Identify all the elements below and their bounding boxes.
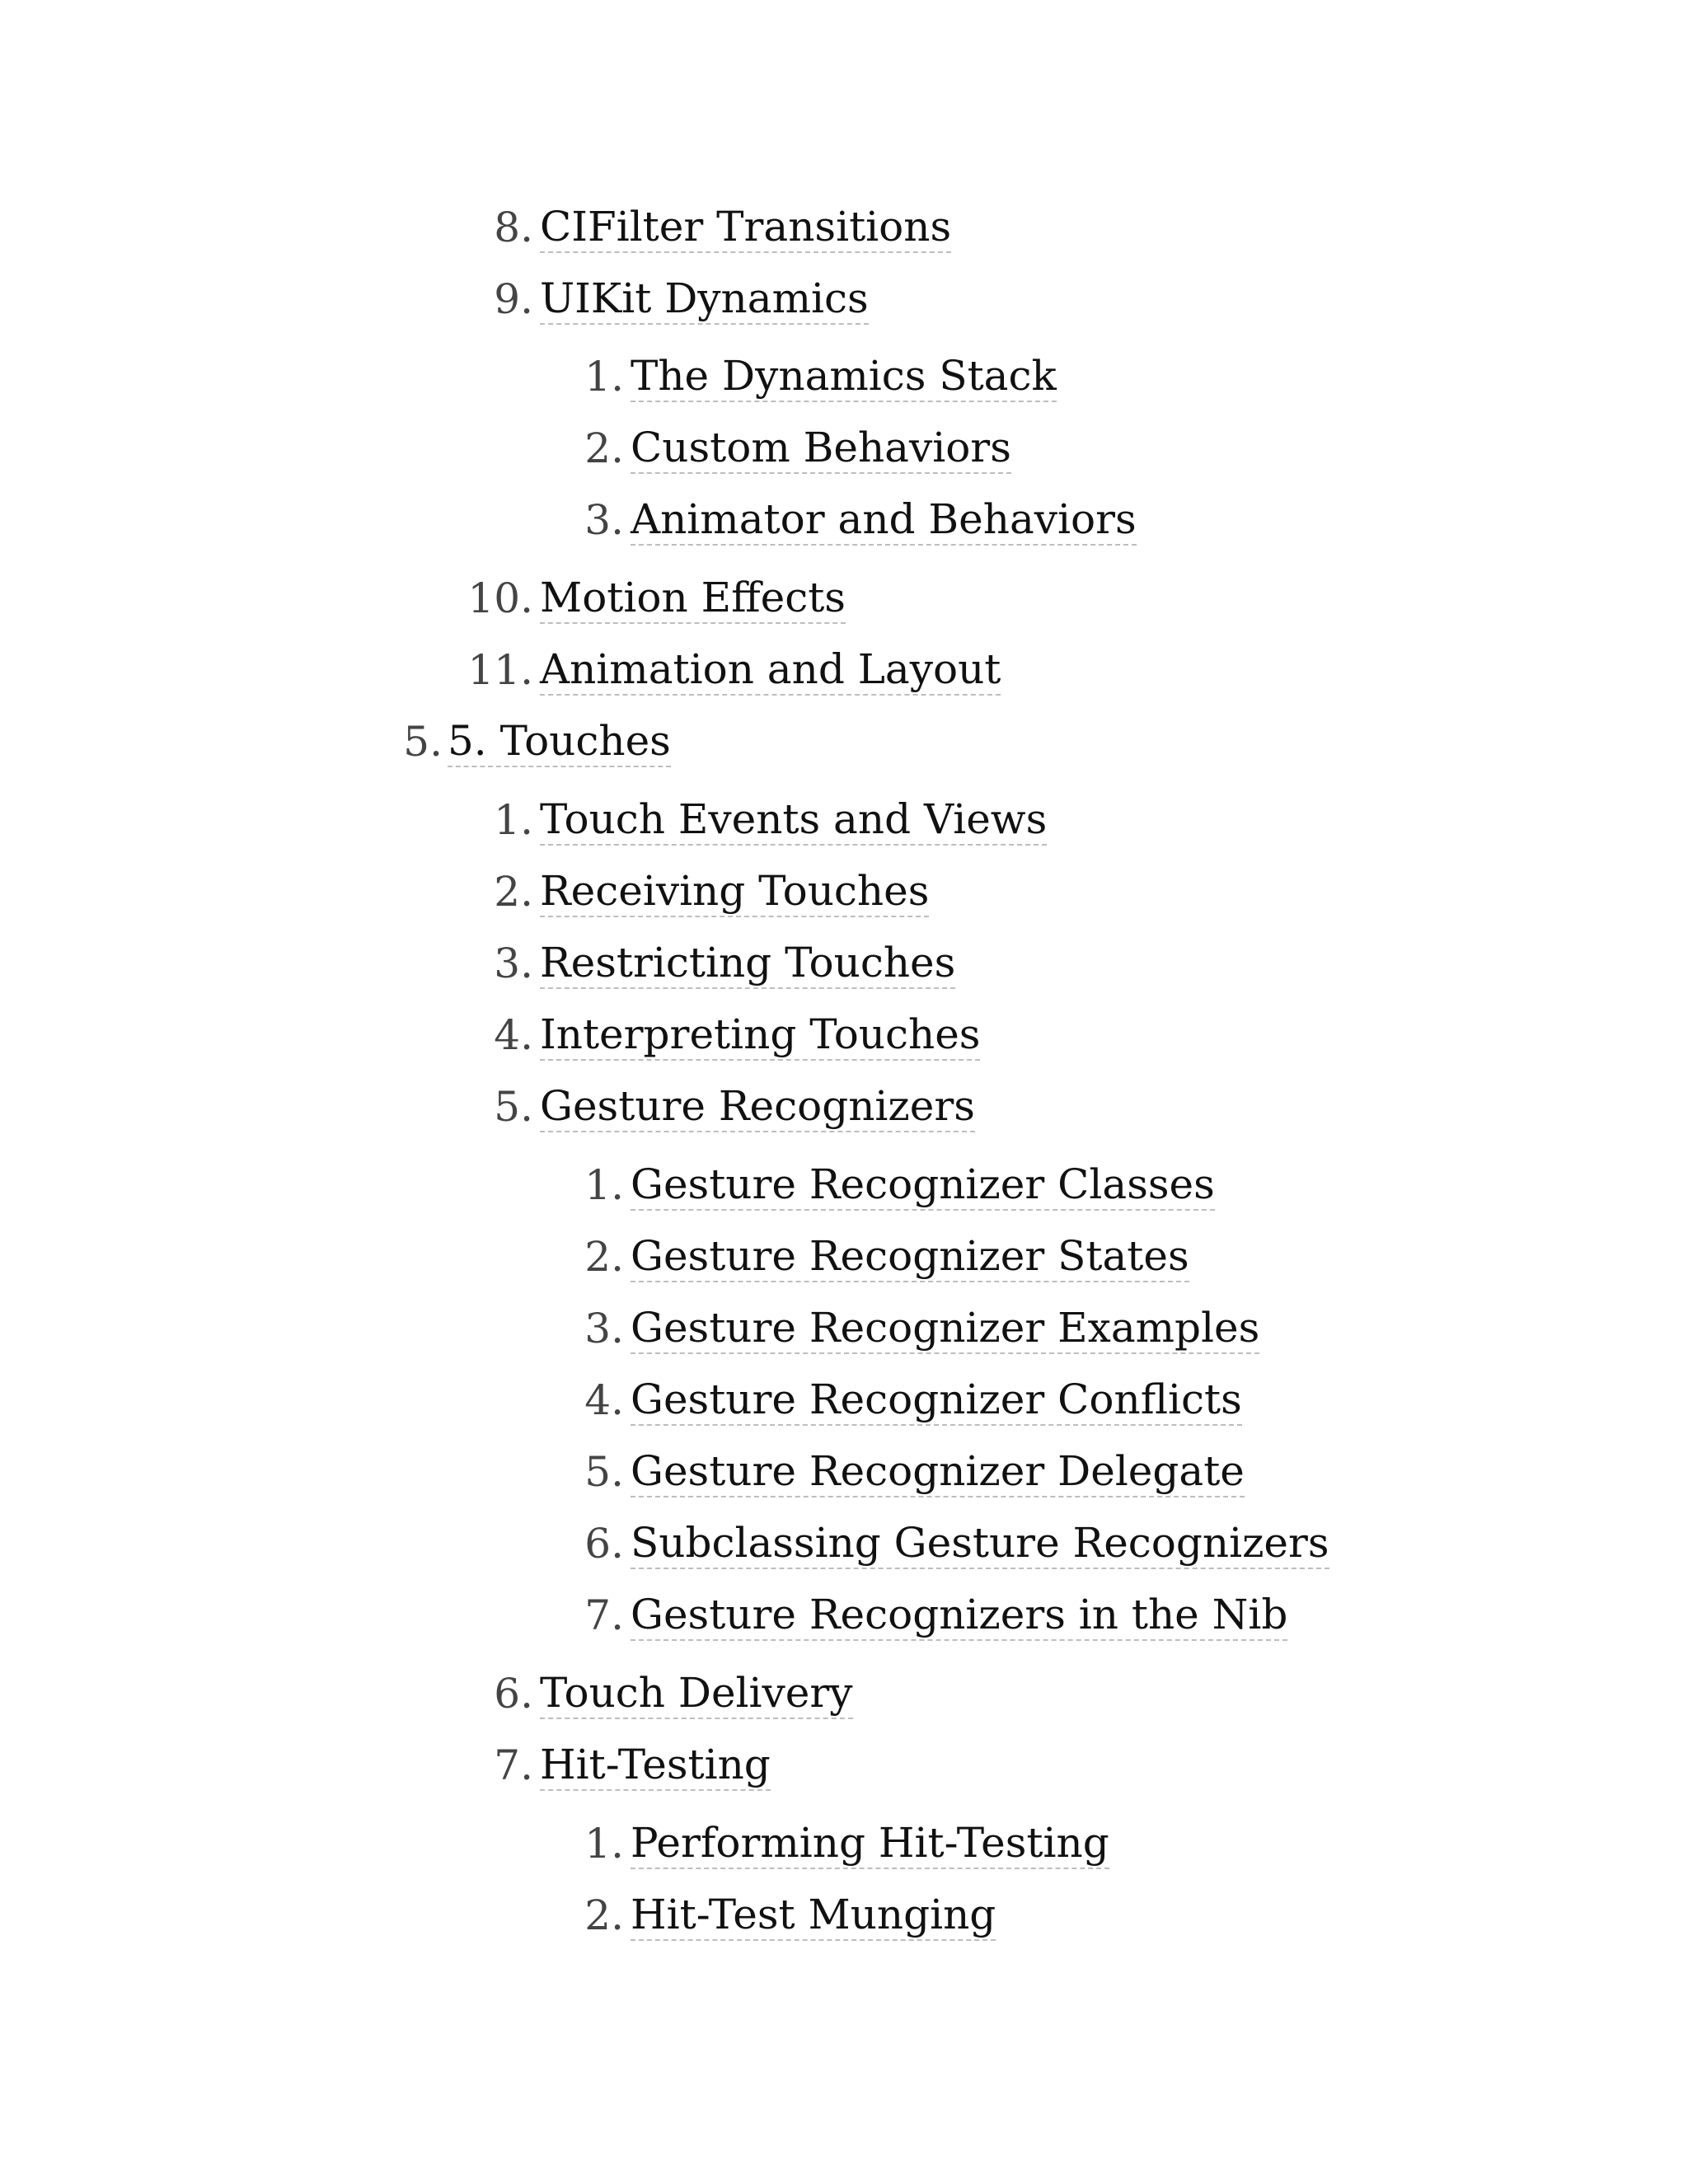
toc-item-gesture-recognizers-in-the-nib [0,1591,1688,1640]
toc-link-gesture-recognizer-states[interactable]: Gesture Recognizer States [631,1232,1189,1282]
toc-item-uikit-dynamics [0,274,1688,324]
toc-link-the-dynamics-stack[interactable]: The Dynamics Stack [631,352,1057,402]
toc-link-animator-and-behaviors[interactable]: Animator and Behaviors [631,495,1137,546]
toc-item-number: 5. [403,718,443,766]
toc-link-interpreting-touches[interactable]: Interpreting Touches [540,1010,980,1061]
toc-item-number: 1. [584,1161,624,1209]
toc-item-gesture-recognizer-conflicts [0,1376,1688,1425]
toc-item-number: 6. [494,1670,533,1718]
toc-item-number: 8. [494,204,533,251]
toc-link-gesture-recognizers[interactable]: Gesture Recognizers [540,1082,975,1132]
toc-link-hit-testing[interactable]: Hit-Testing [540,1741,771,1791]
toc-item-number: 1. [494,796,533,844]
toc-item-gesture-recognizers [0,1082,1688,1132]
toc-item-number: 7. [494,1741,533,1789]
toc-item-number: 4. [584,1376,624,1424]
toc-link-receiving-touches[interactable]: Receiving Touches [540,867,929,917]
toc-item-touch-delivery [0,1669,1688,1718]
toc-link-animation-and-layout[interactable]: Animation and Layout [540,645,1001,696]
toc-item-gesture-recognizer-classes [0,1160,1688,1210]
toc-link-motion-effects[interactable]: Motion Effects [540,574,846,624]
toc-item-subclassing-gesture-recognizers [0,1519,1688,1568]
toc-item-number: 5. [584,1448,624,1496]
toc-item-number: 9. [494,275,533,323]
toc-item-number: 7. [584,1591,624,1639]
toc-link-hit-test-munging[interactable]: Hit-Test Munging [631,1891,996,1941]
toc-item-number: 6. [584,1520,624,1568]
toc-item-number: 2. [584,1233,624,1281]
toc-link-touches[interactable]: 5. Touches [448,717,671,767]
toc-item-animation-and-layout [0,645,1688,695]
toc-item-touch-events-and-views [0,795,1688,845]
toc-item-hit-test-munging [0,1891,1688,1940]
toc-link-custom-behaviors[interactable]: Custom Behaviors [631,424,1011,474]
toc-item-hit-testing [0,1741,1688,1790]
toc-link-gesture-recognizer-classes[interactable]: Gesture Recognizer Classes [631,1160,1215,1211]
toc-item-number: 1. [584,353,624,401]
toc-item-number: 2. [584,1891,624,1939]
toc-link-gesture-recognizers-in-the-nib[interactable]: Gesture Recognizers in the Nib [631,1591,1287,1641]
toc-item-animator-and-behaviors [0,495,1688,545]
toc-item-gesture-recognizer-states [0,1232,1688,1282]
toc-item-touches [0,717,1688,766]
toc-item-the-dynamics-stack [0,352,1688,401]
toc-link-subclassing-gesture-recognizers[interactable]: Subclassing Gesture Recognizers [631,1519,1329,1569]
toc-item-restricting-touches [0,939,1688,988]
toc-item-number: 2. [584,424,624,472]
toc-item-number: 2. [494,868,533,916]
toc-link-touch-events-and-views[interactable]: Touch Events and Views [540,795,1047,846]
toc-item-gesture-recognizer-examples [0,1304,1688,1353]
toc-item-number: 10. [467,574,533,622]
toc-link-touch-delivery[interactable]: Touch Delivery [540,1669,853,1719]
toc-item-custom-behaviors [0,424,1688,473]
toc-item-performing-hit-testing [0,1819,1688,1868]
toc-item-number: 3. [584,1305,624,1352]
toc-link-performing-hit-testing[interactable]: Performing Hit-Testing [631,1819,1109,1869]
toc-link-uikit-dynamics[interactable]: UIKit Dynamics [540,274,869,325]
toc-item-number: 11. [467,646,533,694]
toc-item-cifilter-transitions [0,203,1688,252]
toc-item-number: 3. [584,496,624,544]
toc-link-cifilter-transitions[interactable]: CIFilter Transitions [540,203,951,253]
toc-item-interpreting-touches [0,1010,1688,1060]
toc-link-gesture-recognizer-conflicts[interactable]: Gesture Recognizer Conflicts [631,1376,1242,1426]
toc-item-number: 5. [494,1083,533,1131]
toc-item-gesture-recognizer-delegate [0,1447,1688,1497]
toc-link-gesture-recognizer-examples[interactable]: Gesture Recognizer Examples [631,1304,1259,1354]
toc-item-receiving-touches [0,867,1688,916]
toc-item-motion-effects [0,574,1688,623]
toc-item-number: 1. [584,1820,624,1868]
toc-link-restricting-touches[interactable]: Restricting Touches [540,939,955,989]
toc-item-number: 3. [494,940,533,987]
toc-link-gesture-recognizer-delegate[interactable]: Gesture Recognizer Delegate [631,1447,1245,1497]
toc-item-number: 4. [494,1011,533,1059]
